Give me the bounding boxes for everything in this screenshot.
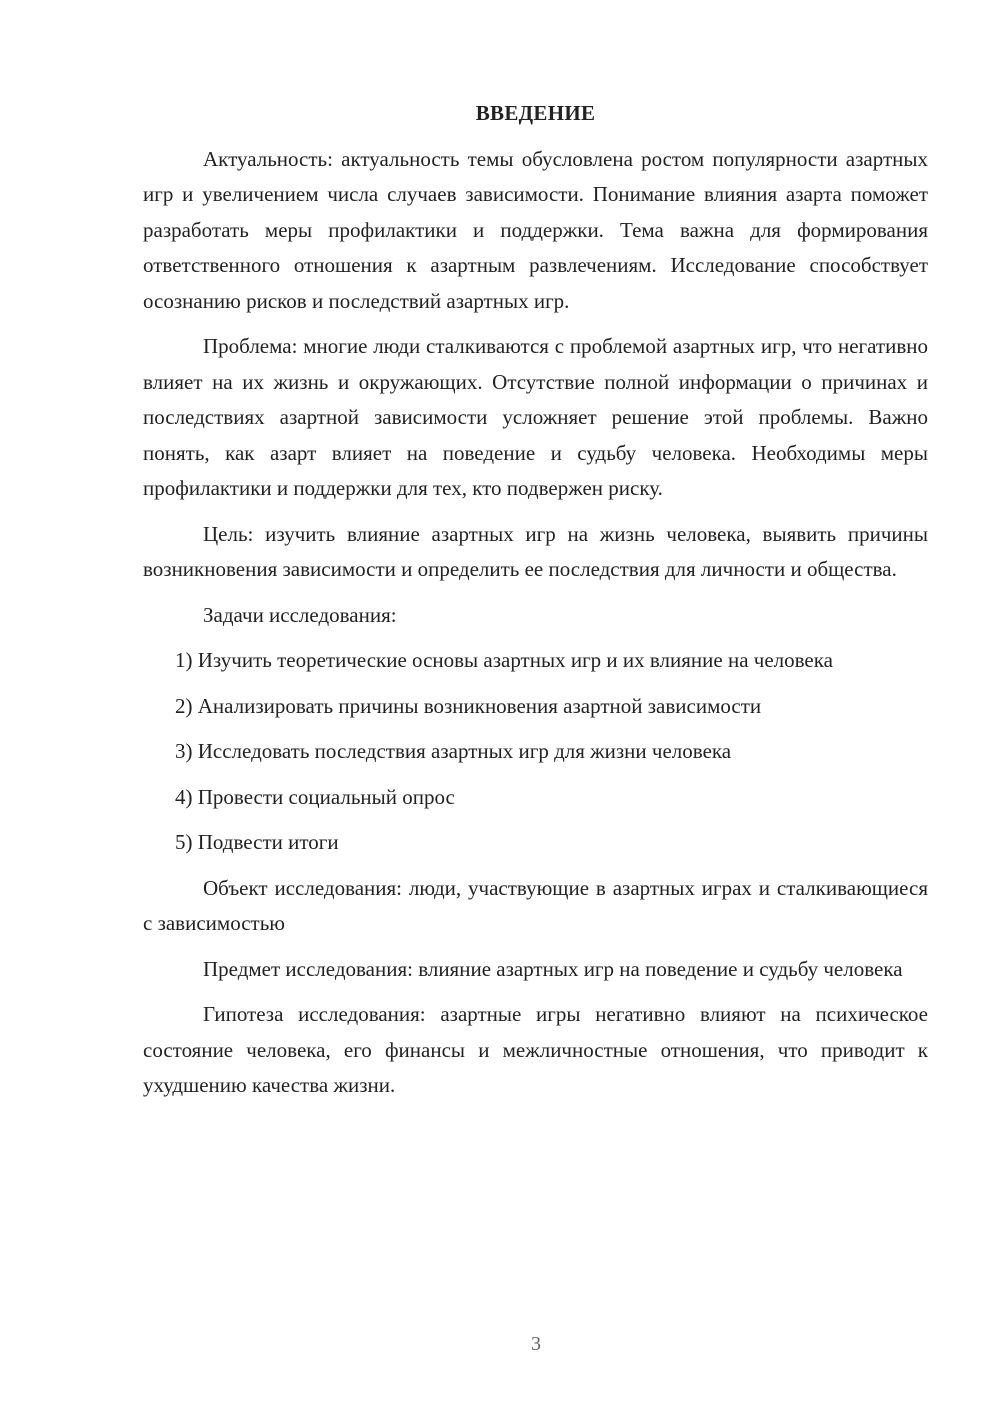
document-page: [143, 96, 928, 1104]
section-title: ВВЕДЕНИЕ: [475, 101, 596, 125]
paragraph-subject: Предмет исследования: влияние азартных игр на поведение и судьбу человека: [203, 956, 903, 981]
paragraph-hypothesis: Гипотеза исследования: азартные игры негативно влияют на психическое состояние человека, его финансы и межличностные отношения, что приводит к ухудшению качества жизни.: [143, 1002, 928, 1097]
paragraph-object: Объект исследования: люди, участвующие в азартных играх и сталкивающиеся с зависимостью: [143, 875, 928, 935]
task-item: 3) Исследовать последствия азартных игр для жизни человека: [175, 739, 732, 763]
task-item: 1) Изучить теоретические основы азартных игр и их влияние на человека: [175, 648, 833, 672]
paragraph-relevance: Актуальность: актуальность темы обусловлена ростом популярности азартных игр и увеличением числа случаев зависимости. Понимание влияния азарта поможет разработать меры профилактики и поддержки. Тема важна для формирования ответственного отношения к азартным развлечениям. Исследование способствует осознанию рисков и последствий азартных игр.: [143, 146, 928, 313]
task-item: 5) Подвести итоги: [175, 830, 339, 854]
paragraph-problem: Проблема: многие люди сталкиваются с проблемой азартных игр, что негативно влияет на их жизнь и окружающих. Отсутствие полной информации о причинах и последствиях азартной зависимости усложняет решение этой проблемы. Важно понять, как азарт влияет на поведение и судьбу человека. Необходимы меры профилактики и поддержки для тех, кто подвержен риску.: [143, 334, 928, 500]
task-item: 2) Анализировать причины возникновения азартной зависимости: [175, 693, 762, 718]
page-number: 3: [531, 1333, 541, 1355]
tasks-heading: Задачи исследования:: [203, 602, 397, 627]
paragraph-goal: Цель: изучить влияние азартных игр на жизнь человека, выявить причины возникновения зависимости и определить ее последствия для личности и общества.: [143, 521, 928, 581]
task-item: 4) Провести социальный опрос: [175, 784, 455, 809]
